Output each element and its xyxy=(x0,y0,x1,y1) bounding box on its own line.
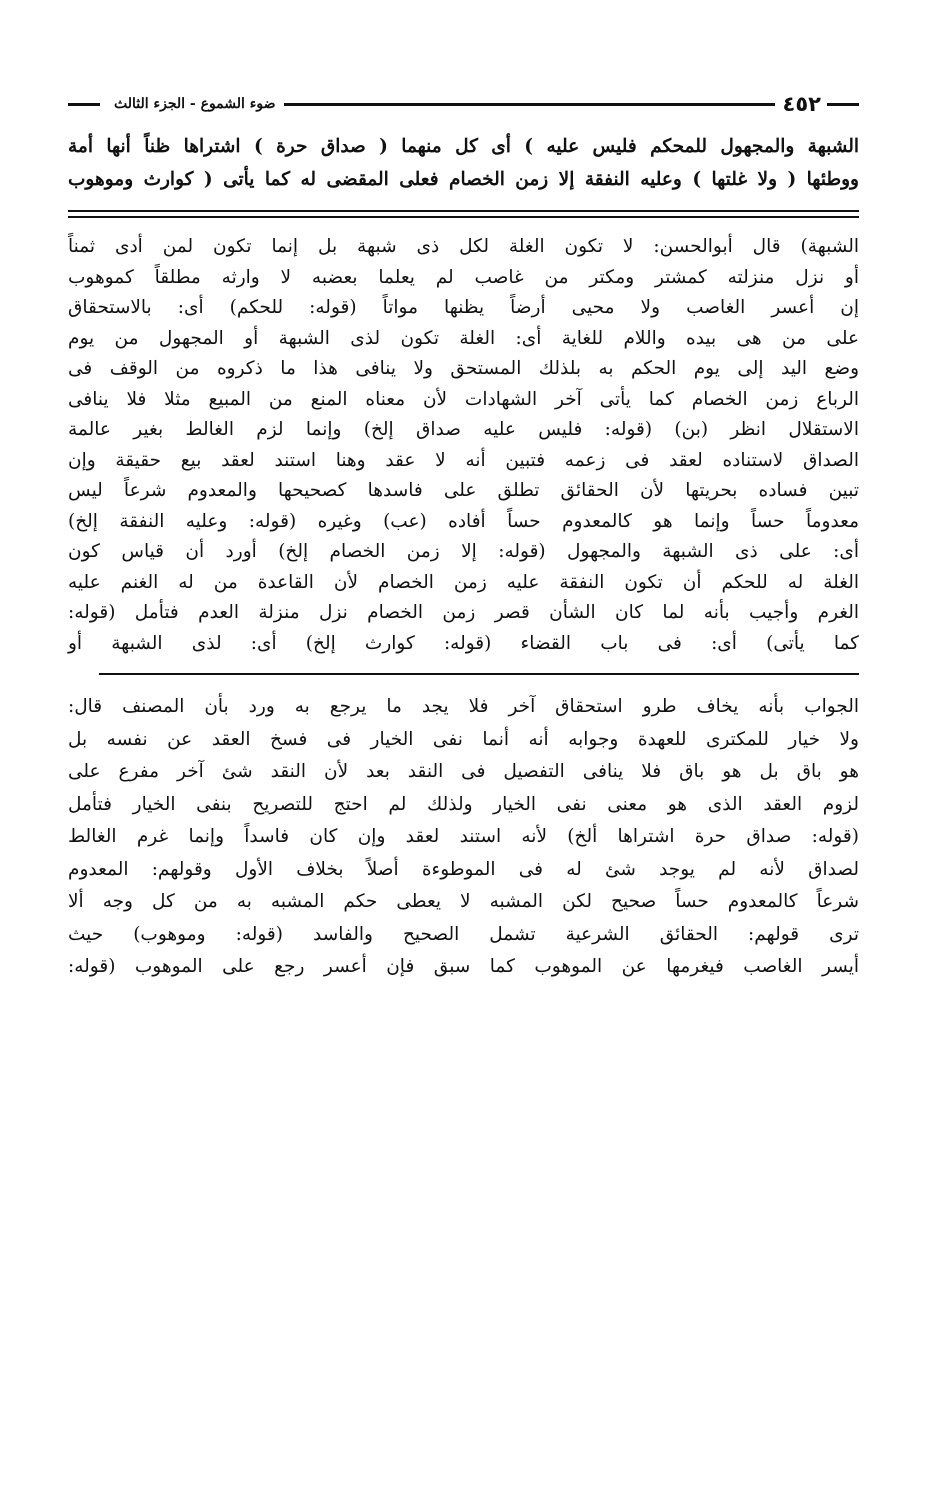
commentary-line: الصداق لاستناده لعقد فى زعمه فتبين أنه لا عقد وهنا استند لعقد بيع حقيقة وإن xyxy=(68,449,859,471)
gloss-line: ترى قولهم: الحقائق الشرعية تشمل الصحيح والفاسد (قوله: وموهوب) حيث xyxy=(68,923,859,945)
gloss-line: أيسر الغاصب فيغرمها عن الموهوب كما سبق فإن أعسر رجع على الموهوب (قوله: xyxy=(68,956,859,977)
book-title: ضوء الشموع - الجزء الثالث xyxy=(114,96,276,112)
gloss-line: شرعاً كالمعدوم حساً صحيح لكن المشبه لا يعطى حكم المشبه به من كل وجه ألا xyxy=(68,891,859,912)
header-dash-left xyxy=(68,103,100,106)
main-text-line: الشبهة والمجهول للمحكم فليس عليه ) أى كل منهما ( صداق حرة ) اشتراها ظناً أنها أمة xyxy=(68,136,859,157)
header-dash-right xyxy=(827,103,859,106)
commentary-line: تبين فساده بحريتها لأن الحقائق تطلق على فاسدها كصحيحها والمعدوم شرعاً ليس xyxy=(68,480,859,501)
double-divider xyxy=(68,210,859,218)
commentary-line: الشبهة) قال أبوالحسن: لا تكون الغلة لكل ذى شبهة بل إنما تكون لمن أدى ثمناً xyxy=(68,236,859,257)
main-text-line: ووطئها ( ولا غلتها ) وعليه النفقة إلا زمن الخصام فعلى المقضى له كما يأتى ( كوارث وموهوب xyxy=(68,169,859,190)
commentary-line: أو نزل منزلته كمشتر ومكتر من غاصب لم يعلما بعضبه لا وارثه مطلقاً كموهوب xyxy=(68,266,859,288)
commentary-line: الرباع زمن الخصام كما يأتى آخر الشهادات لأن معناه المنع من المبيع مثلا فلا ينافى xyxy=(68,388,859,410)
header-rule xyxy=(284,103,775,106)
commentary-line: على من هى بيده واللام للغاية أى: الغلة تكون لذى الشبهة أو المجهول من يوم xyxy=(68,327,859,349)
gloss-line: الجواب بأنه يخاف طرو استحقاق آخر فلا يجد ما يرجع به ورد بأن المصنف قال: xyxy=(68,696,859,717)
commentary-line: أى: على ذى الشبهة والمجهول (قوله: إلا زمن الخصام إلخ) أورد أن قياس كون xyxy=(68,541,859,562)
gloss-line: هو باق بل هو باق فلا ينافى التفصيل فى النقد بعد لأن النقد شئ آخر مفرع على xyxy=(68,761,859,782)
commentary-text xyxy=(68,232,859,659)
commentary-line: إن أعسر الغاصب ولا محيى أرضاً يظنها مواتاً (قوله: للحكم) أى: بالاستحقاق xyxy=(68,297,859,318)
footnote-divider xyxy=(99,673,859,675)
main-text xyxy=(68,130,859,196)
page-number: ٤٥٢ xyxy=(782,92,821,116)
gloss-line: (قوله: صداق حرة اشتراها ألخ) لأنه استند لعقد وإن كان فاسداً وإنما غرم الغالط xyxy=(68,826,859,847)
commentary-line: الغرم وأجيب بأنه لما كان الشأن قصر زمن الخصام نزل منزلة العدم فتأمل (قوله: xyxy=(68,602,859,623)
book-page xyxy=(68,90,859,984)
commentary-line: الغلة له للحكم أن تكون النفقة عليه زمن الخصام لأن القاعدة من له الغنم عليه xyxy=(68,571,859,593)
commentary-line: كما يأتى) أى: فى باب القضاء (قوله: كوارث إلخ) أى: لذى الشبهة أو xyxy=(68,632,859,654)
commentary-line: وضع اليد إلى يوم الحكم به بلذلك المستحق ولا ينافى هذا ما ذكروه من الوقف فى xyxy=(68,358,859,379)
gloss-line: لصداق لأنه لم يوجد شئ له فى الموطوءة أصلاً بخلاف الأول وقولهم: المعدوم xyxy=(68,858,859,880)
gloss-text xyxy=(68,691,859,984)
page-header xyxy=(68,90,859,118)
commentary-line: الاستقلال انظر (بن) (قوله: فليس عليه صداق إلخ) وإنما لزم الغالط بغير عالمة xyxy=(68,419,859,440)
commentary-line: معدوماً حساً وإنما هو كالمعدوم حساً أفاده (عب) وغيره (قوله: وعليه النفقة إلخ) xyxy=(68,510,859,532)
gloss-line: لزوم العقد الذى هو معنى نفى الخيار ولذلك لم احتج للتصريح بنفى الخيار فتأمل xyxy=(68,793,859,815)
gloss-line: ولا خيار للمكترى للعهدة وجوابه أنه أنما نفى الخيار فى فسخ العقد عن نفسه بل xyxy=(68,728,859,750)
